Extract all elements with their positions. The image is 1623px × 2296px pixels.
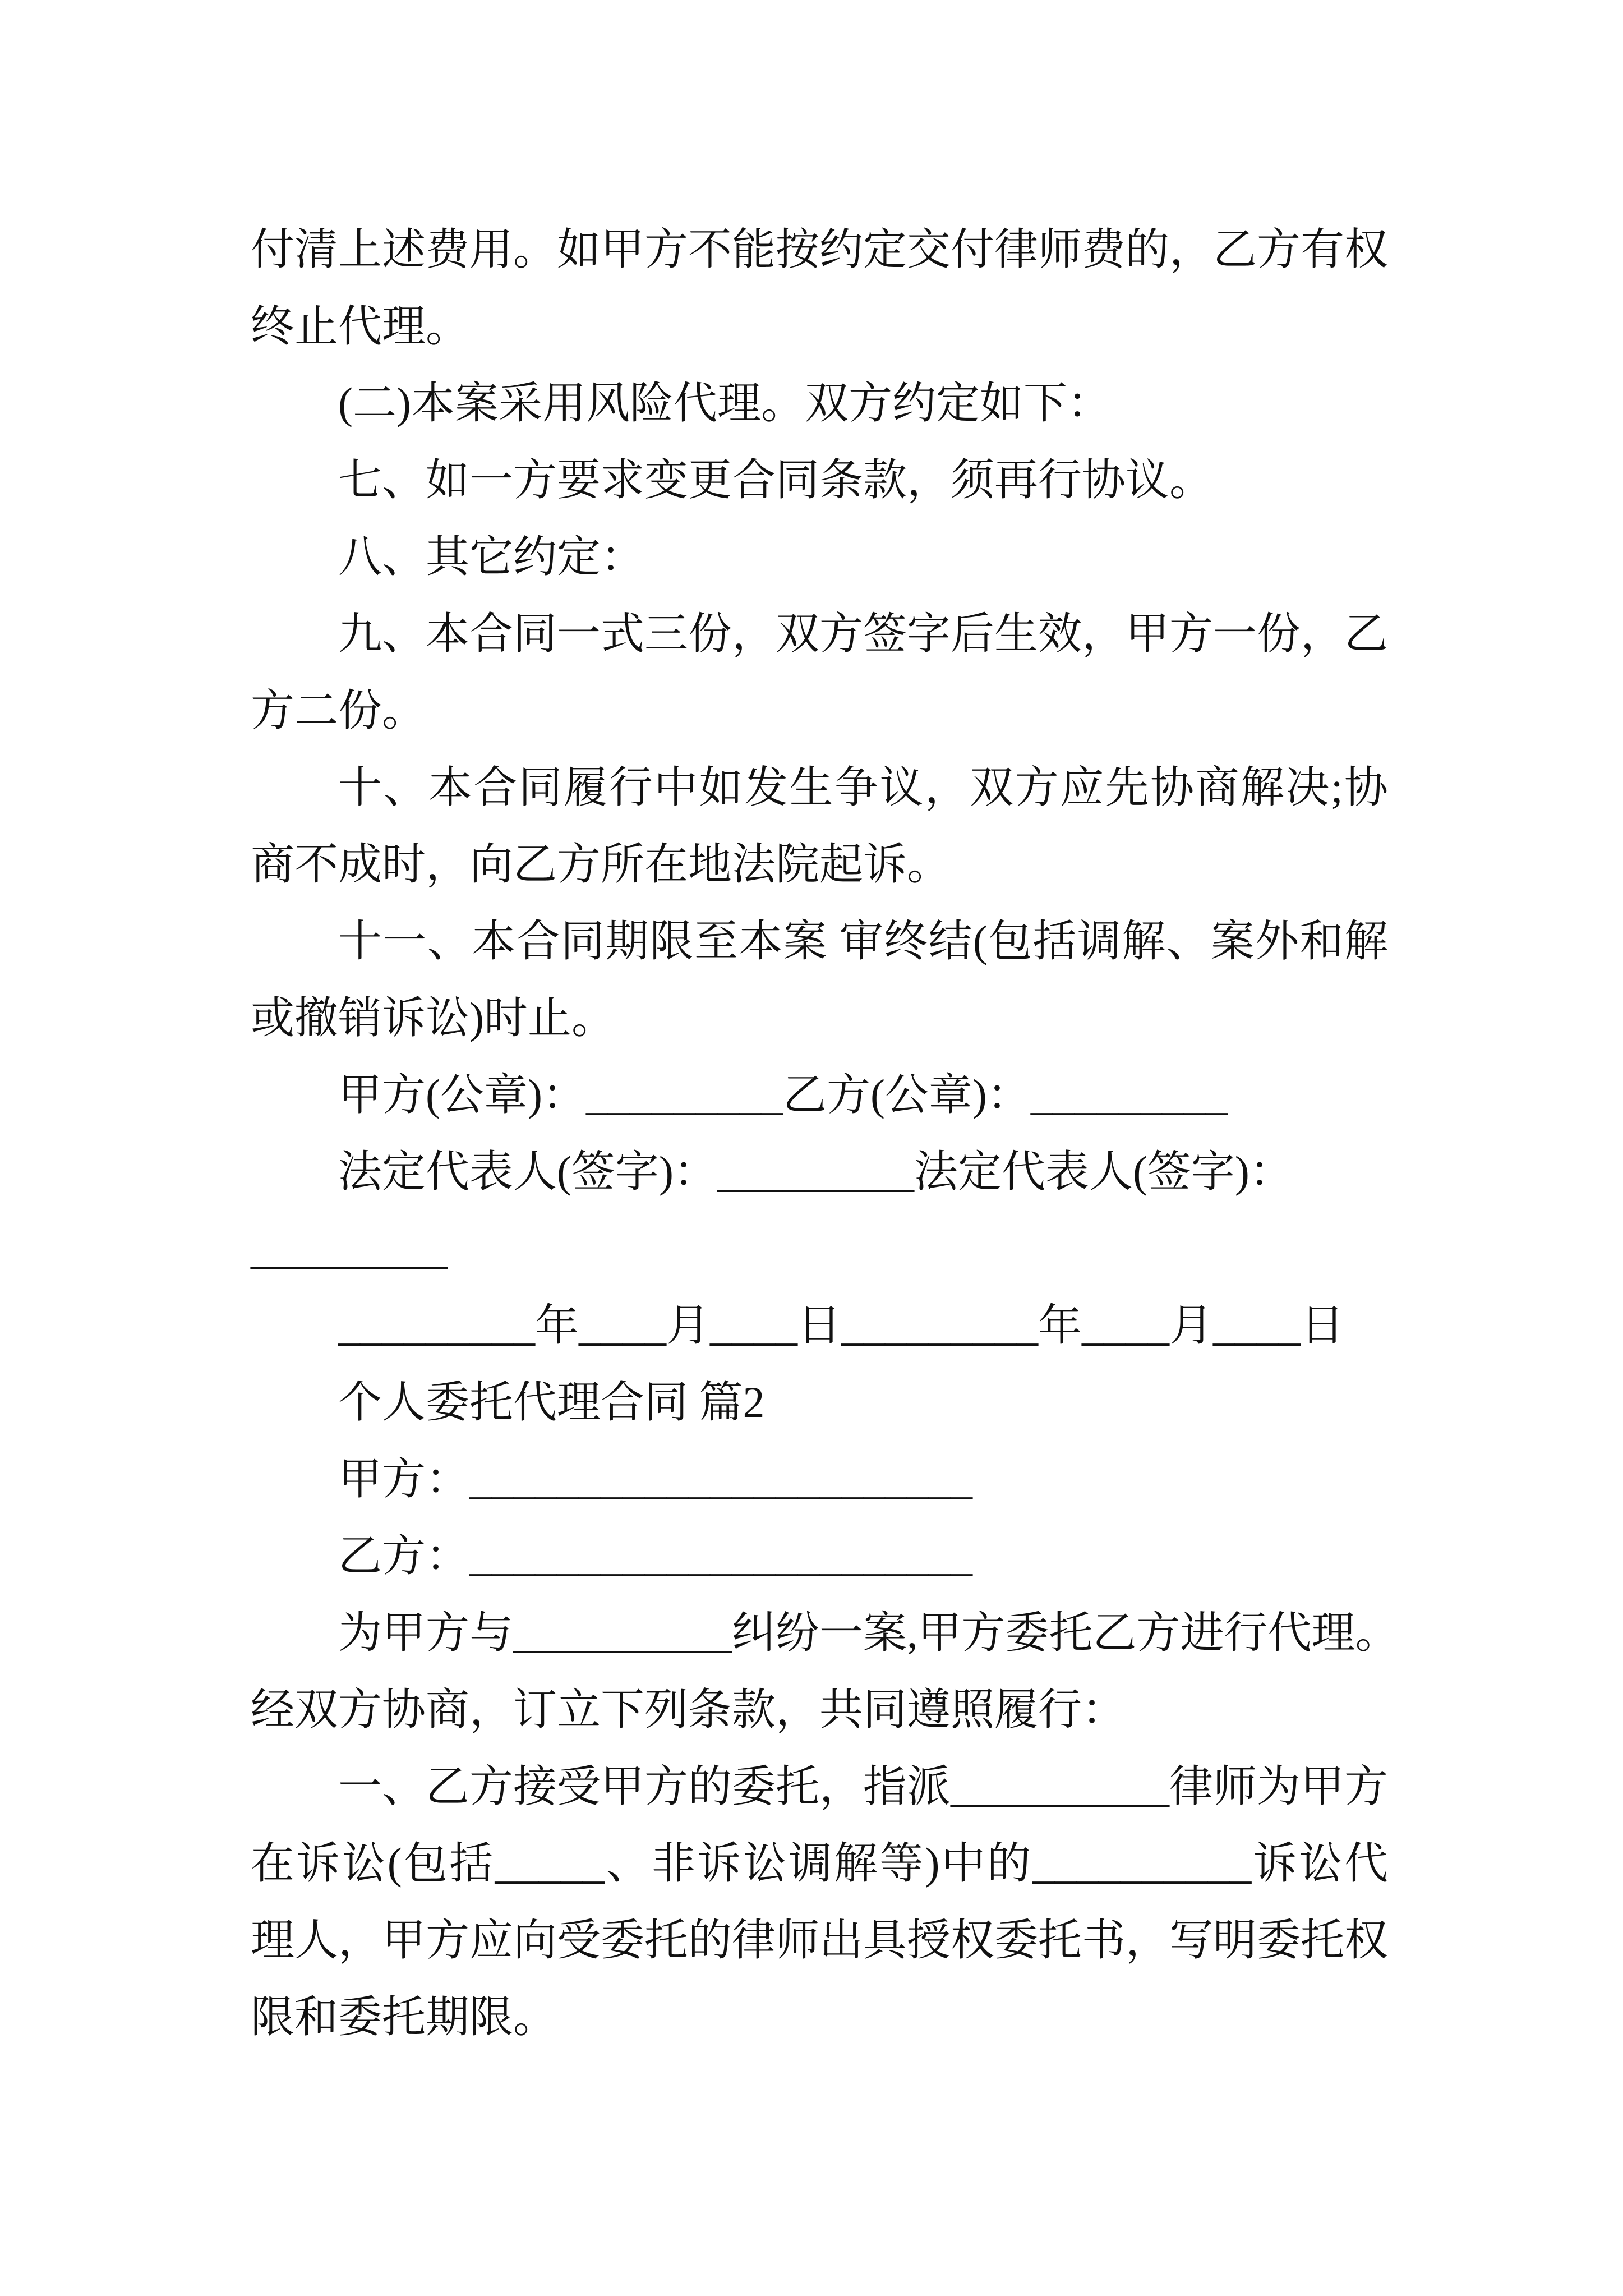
- contract-1-tail-section: [251, 211, 1388, 1364]
- contract-2-title: 个人委托代理合同 篇2: [338, 1378, 765, 1427]
- preamble-line-1: 为甲方与__________纠纷一案,甲方委托乙方进行代理。: [338, 1608, 1399, 1657]
- seal-line: 甲方(公章)：_________乙方(公章)：_________: [338, 1070, 1228, 1119]
- clause-11-line-1: 十一、本合同期限至本案 审终结(包括调解、案外和解: [338, 917, 1388, 965]
- clause-9-line-1: 九、本合同一式三份，双方签字后生效，甲方一份，乙: [338, 609, 1389, 658]
- party-b-line: 乙方：_______________________: [338, 1531, 973, 1580]
- date-line: _________年____月____日_________年____月____日: [338, 1301, 1345, 1350]
- fee-clause-line-2: 终止代理。: [251, 302, 470, 351]
- clause-1-line-2: 在诉讼(包括_____、非诉讼调解等)中的__________诉讼代: [251, 1839, 1388, 1888]
- clause-10-line-1: 十、本合同履行中如发生争议，双方应先协商解决;协: [338, 763, 1388, 812]
- preamble-line-2: 经双方协商，订立下列条款，共同遵照履行：: [251, 1685, 1126, 1734]
- clause-1-line-4: 限和委托期限。: [251, 1993, 557, 2041]
- document-body: [251, 211, 1399, 2055]
- clause-10-line-2: 商不成时，向乙方所在地法院起诉。: [251, 840, 951, 889]
- risk-agency-clause: (二)本案采用风险代理。双方约定如下：: [338, 379, 1111, 427]
- clause-1-line-1: 一、乙方接受甲方的委托，指派__________律师为甲方: [338, 1762, 1389, 1811]
- clause-9-line-2: 方二份。: [251, 686, 426, 735]
- clause-11-line-2: 或撤销诉讼)时止。: [251, 993, 615, 1042]
- clause-7: 七、如一方要求变更合同条款，须再行协议。: [338, 455, 1214, 504]
- party-a-line: 甲方：_______________________: [338, 1455, 973, 1503]
- signature-line: 法定代表人(签字)：_________法定代表人(签字)：: [338, 1147, 1293, 1196]
- clause-8: 八、其它约定：: [338, 532, 645, 581]
- signature-blank: _________: [251, 1224, 448, 1273]
- clause-1-line-3: 理人，甲方应向受委托的律师出具授权委托书，写明委托权: [251, 1916, 1389, 1964]
- contract-2-section: [251, 1364, 1399, 2055]
- fee-clause-line-1: 付清上述费用。如甲方不能按约定交付律师费的，乙方有权: [251, 225, 1389, 274]
